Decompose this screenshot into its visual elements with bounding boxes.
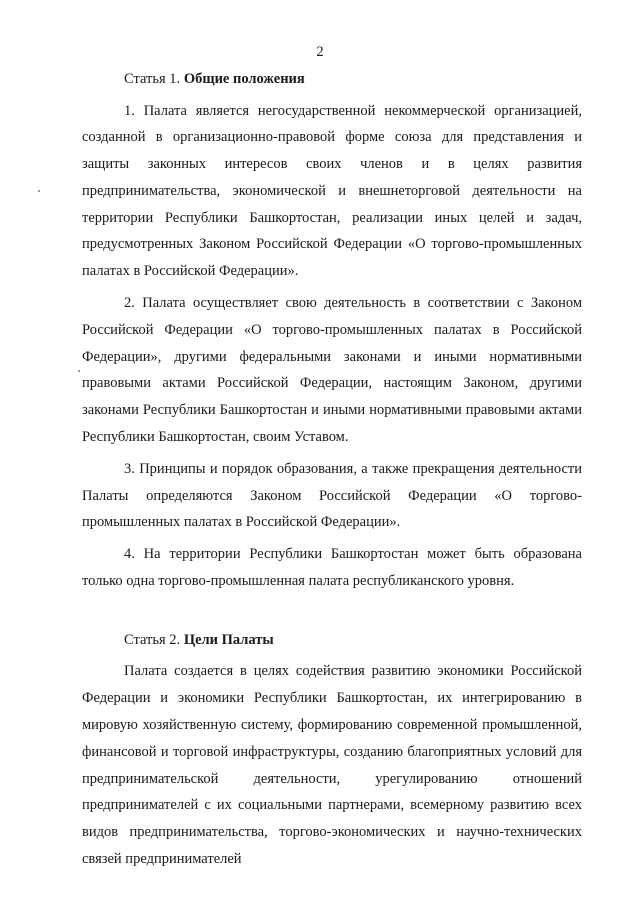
page-number: 2: [316, 44, 324, 60]
article-1-number: Статья 1.: [124, 71, 181, 87]
article-2-number: Статья 2.: [124, 631, 181, 648]
article-1-title: Общие положения: [183, 71, 305, 87]
article-1-paragraph-2: 2. Палата осуществляет свою деятельность в соответствии с Законом Российской Федерации «О торгово-промышленных палатах в Российской Федерации», другими федеральными законами и иными нормативными правовыми актами Российской Федерации, настоящим Законом, другими законами Республики Башкортостан и иными нормативными правовыми актами Республики Башкортостан, своим Уставом.: [82, 295, 582, 446]
article-2-paragraph-1: Палата создается в целях содействия развитию экономики Российской Федерации и экономики Республики Башкортостан, их интегрированию в мировую хозяйственную систему, формированию современной промышленной, финансовой и торговой инфраструктуры, созданию благоприятных условий для предпринимательской деятельности, урегулированию отношений предпринимателей с их социальными партнерами, всемерному развитию всех видов предпринимательства, торгово-экономических и научно-технических связей предпринимателей: [82, 663, 582, 867]
article-2-heading: [82, 627, 582, 654]
article-1-paragraph-4: 4. На территории Республики Башкортостан может быть образована только одна торгово-промышленная палата республиканского уровня.: [82, 546, 582, 590]
article-1-paragraph-3: 3. Принципы и порядок образования, а также прекращения деятельности Палаты определяются Законом Российской Федерации «О торгово-промышленных палатах в Российской Федерации».: [82, 460, 582, 531]
document-body: [82, 66, 582, 873]
scan-speck: [38, 190, 40, 192]
spacer: [82, 595, 582, 627]
article-2-title: Цели Палаты: [183, 631, 274, 648]
scan-speck: [78, 370, 80, 372]
article-1-paragraph-1: 1. Палата является негосударственной некоммерческой организацией, созданной в организационно-правовой форме союза для представления и защиты законных интересов своих членов и в целях развития предпринимательства, экономической и внешнеторговой деятельности на территории Республики Башкортостан, реализации иных целей и задач, предусмотренных Законом Российской Федерации «О торгово-промышленных палатах в Российской Федерации».: [82, 102, 582, 280]
article-1-heading: [82, 66, 582, 93]
